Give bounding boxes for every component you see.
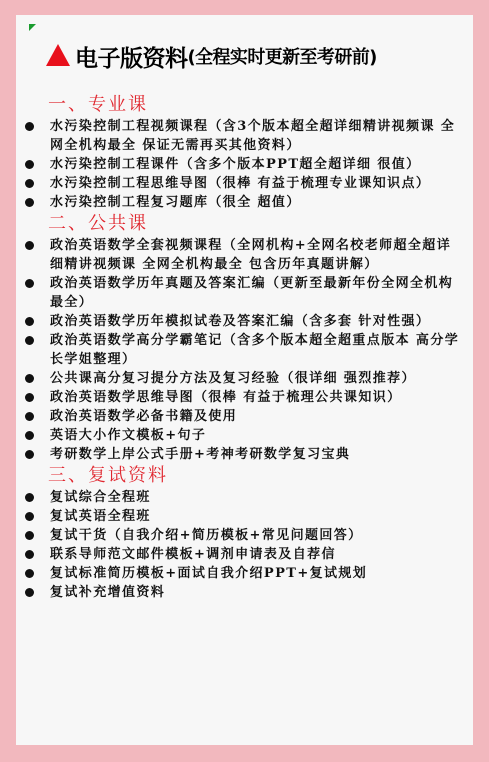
bullet-icon xyxy=(25,241,34,250)
section-title-major-course: 一、专业课 xyxy=(48,94,148,115)
list-item xyxy=(50,369,460,388)
bullet-icon xyxy=(25,317,34,326)
list-item xyxy=(50,312,460,331)
list-item xyxy=(50,545,460,564)
list-item-text: 水污染控制工程视频课程（含3个版本超全超详细精讲视频课 全网全机构最全 保证无需再买其他资料） xyxy=(50,119,456,153)
list-item xyxy=(50,117,460,155)
list-item xyxy=(50,445,460,464)
bullet-icon xyxy=(25,198,34,207)
list-item xyxy=(50,426,460,445)
list-item xyxy=(50,564,460,583)
list-item-text: 政治英语数学历年模拟试卷及答案汇编（含多套 针对性强） xyxy=(50,314,431,329)
list-item-text: 公共课高分复习提分方法及复习经验（很详细 强烈推荐） xyxy=(50,371,416,386)
bullet-icon xyxy=(25,160,34,169)
list-item-text: 复试综合全程班 xyxy=(50,490,151,505)
list-item-text: 水污染控制工程课件（含多个版本PPT超全超详细 很值） xyxy=(50,157,421,172)
list-item-text: 水污染控制工程复习题库（很全 超值） xyxy=(50,195,301,210)
list-item xyxy=(50,331,460,369)
list-item xyxy=(50,507,460,526)
bullet-icon xyxy=(25,412,34,421)
page-header xyxy=(46,40,377,72)
bullet-icon xyxy=(25,336,34,345)
bullet-icon xyxy=(25,569,34,578)
list-item xyxy=(50,407,460,426)
list-item xyxy=(50,526,460,545)
list-item-text: 政治英语数学思维导图（很棒 有益于梳理公共课知识） xyxy=(50,390,402,405)
bullet-icon xyxy=(25,512,34,521)
list-item-text: 政治英语数学历年真题及答案汇编（更新至最新年份全网全机构最全） xyxy=(50,276,454,310)
list-item xyxy=(50,388,460,407)
bullet-icon xyxy=(25,550,34,559)
page-subtitle: (全程实时更新至考研前) xyxy=(187,47,377,68)
bullet-icon xyxy=(25,374,34,383)
list-item xyxy=(50,583,460,602)
list-item xyxy=(50,274,460,312)
list-item-text: 政治英语数学必备书籍及使用 xyxy=(50,409,238,424)
list-item-text: 复试标准简历模板+面试自我介绍PPT+复试规划 xyxy=(50,566,368,581)
bullet-icon xyxy=(25,122,34,131)
list-item xyxy=(50,488,460,507)
list-item xyxy=(50,236,460,274)
list-item xyxy=(50,155,460,174)
list-item-text: 水污染控制工程思维导图（很棒 有益于梳理专业课知识点） xyxy=(50,176,431,191)
list-item-text: 英语大小作文模板+句子 xyxy=(50,428,207,443)
bullet-icon xyxy=(25,431,34,440)
section-title-public-course: 二、公共课 xyxy=(48,213,148,234)
list-item-text: 联系导师范文邮件模板+调剂申请表及自荐信 xyxy=(50,547,336,562)
list-item-text: 政治英语数学全套视频课程（全网机构+全网名校老师超全超详细精讲视频课 全网全机构最全 包含历年真题讲解） xyxy=(50,238,452,272)
red-triangle-icon xyxy=(46,44,70,66)
list-item-text: 复试补充增值资料 xyxy=(50,585,166,600)
list-item-text: 政治英语数学高分学霸笔记（含多个版本超全超重点版本 高分学长学姐整理） xyxy=(50,333,460,367)
section-title-retest-materials: 三、复试资料 xyxy=(48,465,168,486)
bullet-icon xyxy=(25,450,34,459)
bullet-icon xyxy=(25,279,34,288)
list-item-text: 复试英语全程班 xyxy=(50,509,151,524)
corner-mark-icon xyxy=(29,24,36,31)
content xyxy=(0,93,489,602)
list-item-text: 复试干货（自我介绍+简历模板+常见问题回答） xyxy=(50,528,363,543)
bullet-icon xyxy=(25,179,34,188)
list-item-text: 考研数学上岸公式手册+考神考研数学复习宝典 xyxy=(50,447,351,462)
bullet-icon xyxy=(25,493,34,502)
list-item xyxy=(50,174,460,193)
list-item xyxy=(50,193,460,212)
page-title: 电子版资料 xyxy=(75,45,188,72)
bullet-icon xyxy=(25,588,34,597)
bullet-icon xyxy=(25,393,34,402)
bullet-icon xyxy=(25,531,34,540)
